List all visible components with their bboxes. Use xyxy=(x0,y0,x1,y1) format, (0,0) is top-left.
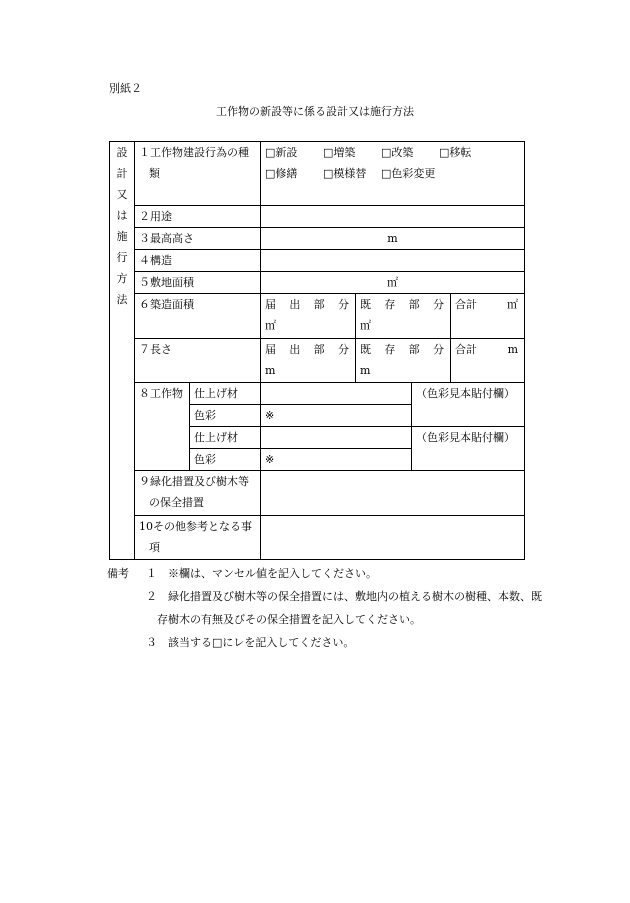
finish-material-field-1[interactable] xyxy=(261,383,412,405)
table-row xyxy=(110,206,525,228)
row9-label-line2: の保全措置 xyxy=(149,496,204,509)
finish-material-label: 仕上げ材 xyxy=(190,427,261,449)
note-2-line1: ２ 緑化措置及び樹木等の保全措置には、敷地内の植える樹木の樹種、本数、既 xyxy=(146,590,542,603)
table-row xyxy=(110,383,525,405)
building-area-total-cell[interactable] xyxy=(451,294,525,339)
page-title: 工作物の新設等に係る設計又は施行方法 xyxy=(216,105,414,118)
label-char: 部 xyxy=(313,343,325,356)
checkbox-repair[interactable]: □修繕 xyxy=(265,167,298,180)
note-3: ３ 該当する□にレを記入してください。 xyxy=(146,636,355,649)
unit-label: ㎡ xyxy=(507,298,518,311)
total-label: 合計 xyxy=(455,343,477,356)
side-char: 計 xyxy=(116,167,128,180)
label-char: 分 xyxy=(337,298,349,311)
label-char: 部 xyxy=(313,298,325,311)
side-char: 方 xyxy=(116,272,128,285)
label-char: 届 xyxy=(265,298,276,311)
table-row xyxy=(110,471,525,516)
row10-label-line1: 10その他参考となる事 xyxy=(139,520,252,533)
table-row xyxy=(110,294,525,339)
side-char: 設 xyxy=(116,146,128,159)
unit-label: ㎡ xyxy=(360,319,371,332)
side-char: 法 xyxy=(116,293,128,306)
length-existing-cell[interactable] xyxy=(356,339,451,383)
unit-label: m xyxy=(265,364,276,377)
length-report-cell[interactable] xyxy=(261,339,356,383)
row8-label: ８工作物 xyxy=(135,383,190,471)
note-2-line2: 存樹木の有無及びその保全措置を記入してください。 xyxy=(157,613,421,626)
label-char: 出 xyxy=(289,298,301,311)
side-char: は xyxy=(116,209,128,222)
building-area-report-cell[interactable] xyxy=(261,294,356,339)
usage-field[interactable] xyxy=(261,206,525,228)
total-label: 合計 xyxy=(455,298,477,311)
unit-label: m xyxy=(360,364,371,377)
munsell-mark: ※ xyxy=(265,453,275,466)
label-char: 存 xyxy=(384,343,396,356)
other-reference-field[interactable] xyxy=(261,516,525,560)
sample-label: （色彩見本貼付欄） xyxy=(416,387,515,400)
unit-label: m xyxy=(507,343,518,356)
table-row xyxy=(110,250,525,272)
row1-label-line2: 類 xyxy=(149,167,160,180)
color-field-2[interactable] xyxy=(261,449,412,471)
checkbox-remodel[interactable]: □模様替 xyxy=(323,167,367,180)
side-char: 又 xyxy=(116,188,128,201)
checkbox-rebuild[interactable]: □改築 xyxy=(381,146,414,159)
building-area-existing-cell[interactable] xyxy=(356,294,451,339)
note-1: １ ※欄は、マンセル値を記入してください。 xyxy=(146,567,377,580)
label-char: 既 xyxy=(360,343,371,356)
max-height-field[interactable] xyxy=(261,228,525,250)
table-row xyxy=(110,272,525,294)
attachment-label: 別紙２ xyxy=(109,82,142,95)
table-row xyxy=(110,228,525,250)
label-char: 存 xyxy=(384,298,396,311)
row9-label-line1: ９緑化措置及び樹木等 xyxy=(139,475,249,488)
label-char: 分 xyxy=(432,298,444,311)
row10-label-line2: 項 xyxy=(149,541,160,554)
sample-label: （色彩見本貼付欄） xyxy=(416,431,515,444)
row3-label: ３最高高さ xyxy=(135,228,261,250)
munsell-mark: ※ xyxy=(265,409,275,422)
checkbox-extension[interactable]: □増築 xyxy=(323,146,356,159)
color-label: 色彩 xyxy=(190,405,261,427)
finish-material-field-2[interactable] xyxy=(261,427,412,449)
side-char: 施 xyxy=(116,230,128,243)
unit-label: m xyxy=(387,232,398,245)
side-label xyxy=(110,142,135,560)
color-sample-area-2[interactable] xyxy=(412,427,525,471)
row6-label: ６築造面積 xyxy=(135,294,261,339)
row5-label: ５敷地面積 xyxy=(135,272,261,294)
construction-type-options xyxy=(261,142,525,206)
unit-label: ㎡ xyxy=(387,276,398,289)
label-char: 既 xyxy=(360,298,371,311)
row2-label: ２用途 xyxy=(135,206,261,228)
row1-label-line1: １工作物建設行為の種 xyxy=(139,146,249,159)
label-char: 部 xyxy=(408,343,420,356)
checkbox-new[interactable]: □新設 xyxy=(265,146,298,159)
row7-label: ７長さ xyxy=(135,339,261,383)
color-sample-area-1[interactable] xyxy=(412,383,525,427)
table-row xyxy=(110,142,525,206)
design-method-table xyxy=(109,141,525,560)
site-area-field[interactable] xyxy=(261,272,525,294)
label-char: 分 xyxy=(432,343,444,356)
greening-measures-field[interactable] xyxy=(261,471,525,516)
table-row xyxy=(110,339,525,383)
row1-label xyxy=(135,142,261,206)
unit-label: ㎡ xyxy=(265,319,276,332)
label-char: 届 xyxy=(265,343,276,356)
table-row xyxy=(110,516,525,560)
label-char: 部 xyxy=(408,298,420,311)
finish-material-label: 仕上げ材 xyxy=(190,383,261,405)
color-label: 色彩 xyxy=(190,449,261,471)
side-char: 行 xyxy=(116,251,128,264)
row9-label xyxy=(135,471,261,516)
notes-heading: 備考 xyxy=(107,567,129,580)
structure-field[interactable] xyxy=(261,250,525,272)
color-field-1[interactable] xyxy=(261,405,412,427)
row4-label: ４構造 xyxy=(135,250,261,272)
row10-label xyxy=(135,516,261,560)
label-char: 出 xyxy=(289,343,301,356)
length-total-cell[interactable] xyxy=(451,339,525,383)
checkbox-color-change[interactable]: □色彩変更 xyxy=(381,167,436,180)
checkbox-relocation[interactable]: □移転 xyxy=(439,146,472,159)
label-char: 分 xyxy=(337,343,349,356)
